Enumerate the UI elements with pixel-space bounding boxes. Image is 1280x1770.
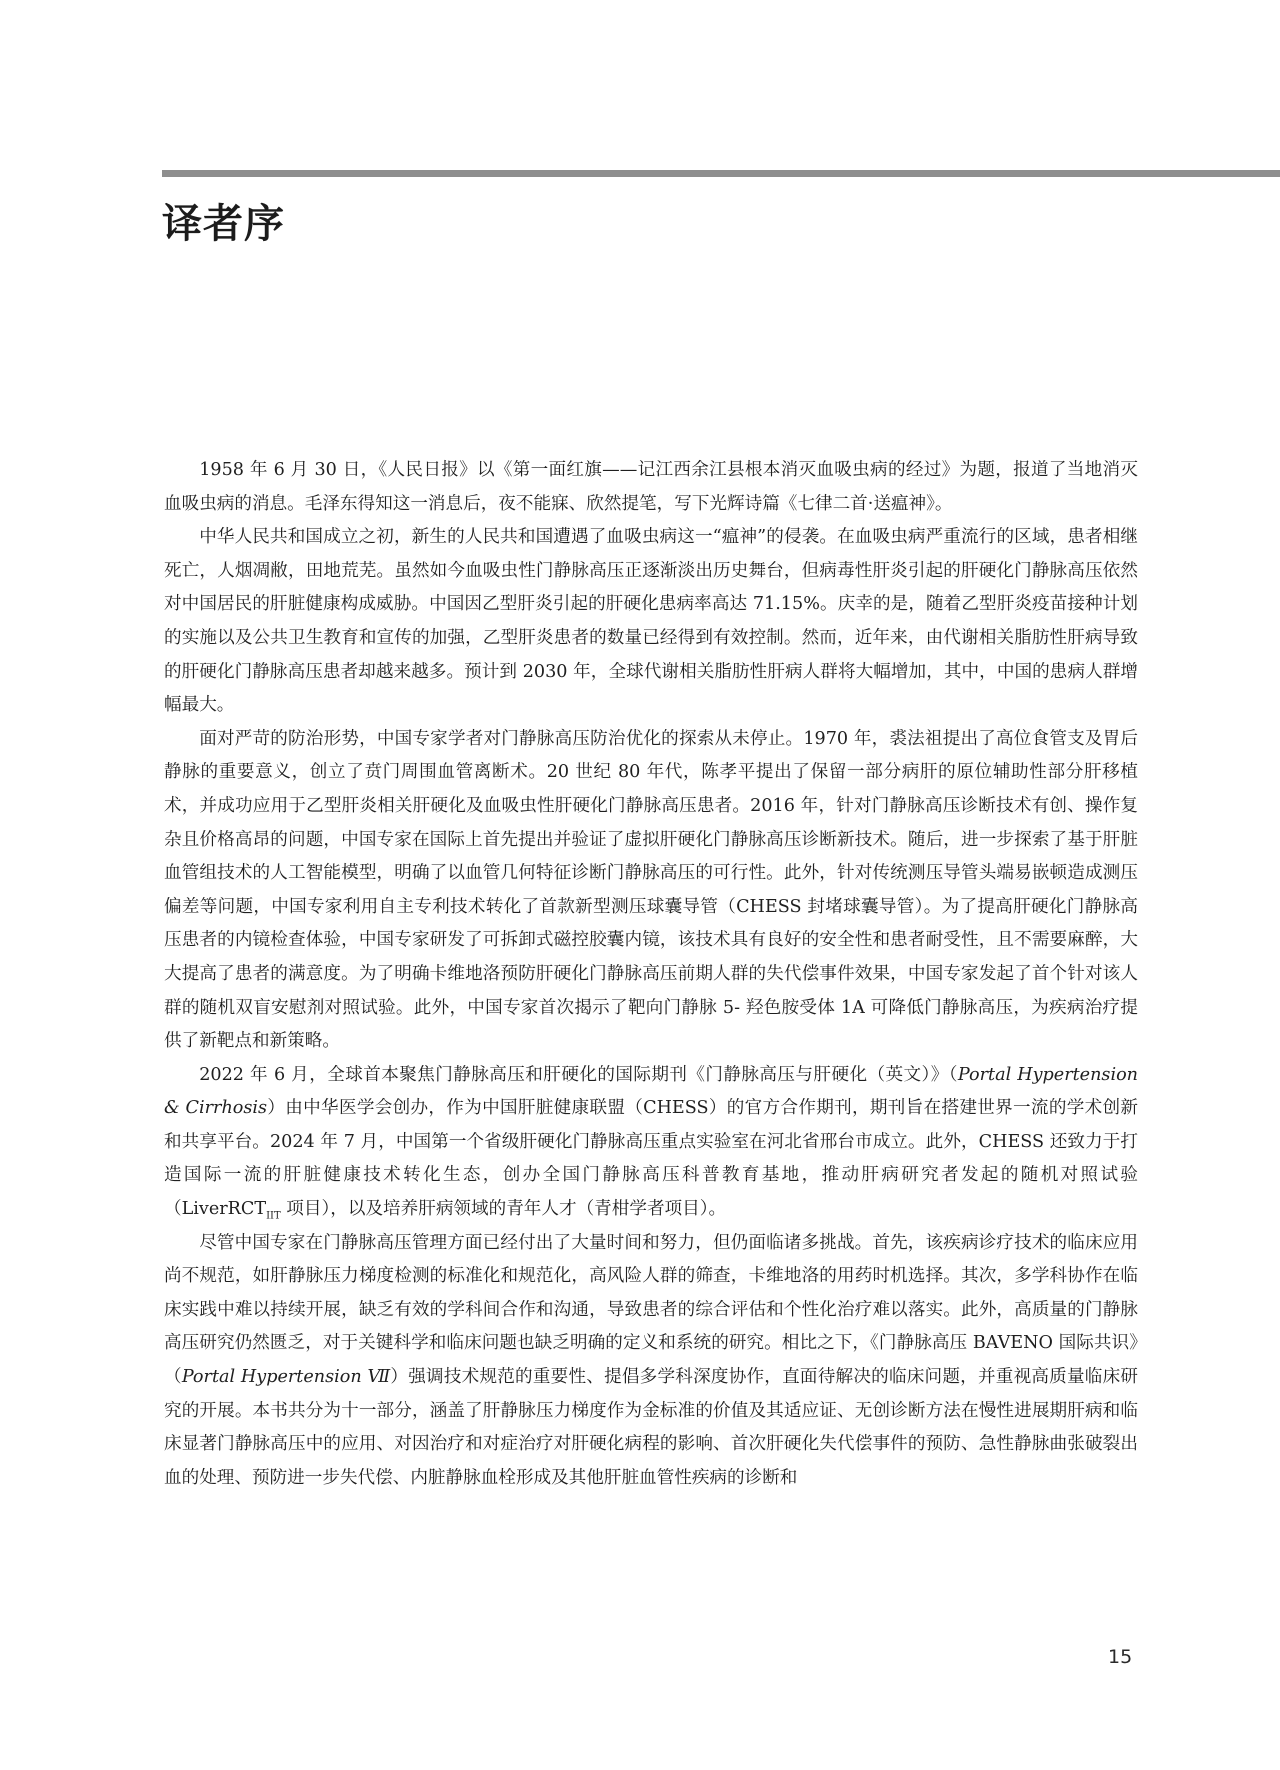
body-text — [164, 454, 1138, 1495]
header-rule — [162, 170, 1280, 177]
journal-name-italic: Portal Hypertension & Cirrhosis — [164, 1064, 1139, 1119]
paragraph-5 — [164, 1227, 1138, 1496]
paragraph-4-text-a: 2022 年 6 月，全球首本聚焦门静脉高压和肝硬化的国际期刊《门静脉高压与肝硬化（英文）》（ — [199, 1064, 958, 1085]
paragraph-3: 面对严苛的防治形势，中国专家学者对门静脉高压防治优化的探索从未停止。1970 年，裘法祖提出了高位食管支及胃后静脉的重要意义，创立了贲门周围血管离断术。20 世纪 80 年代，陈孝平提出了保留一部分病肝的原位辅助性部分肝移植术，并成功应用于乙型肝炎相关肝硬化及血吸虫性肝硬化门静脉高压患者。2016 年，针对门静脉高压诊断技术有创、操作复杂且价格高昂的问题，中国专家在国际上首先提出并验证了虚拟肝硬化门静脉高压诊断新技术。随后，进一步探索了基于肝脏血管组技术的人工智能模型，明确了以血管几何特征诊断门静脉高压的可行性。此外，针对传统测压导管头端易嵌顿造成测压偏差等问题，中国专家利用自主专利技术转化了首款新型测压球囊导管（CHESS 封堵球囊导管）。为了提高肝硬化门静脉高压患者的内镜检查体验，中国专家研发了可拆卸式磁控胶囊内镜，该技术具有良好的安全性和患者耐受性，且不需要麻醉，大大提高了患者的满意度。为了明确卡维地洛预防肝硬化门静脉高压前期人群的失代偿事件效果，中国专家发起了首个针对该人群的随机双盲安慰剂对照试验。此外，中国专家首次揭示了靶向门静脉 5- 羟色胺受体 1A 可降低门静脉高压，为疾病治疗提供了新靶点和新策略。 — [164, 728, 1138, 1052]
paragraph-4-text-c: 项目），以及培养肝病领域的青年人才（青柑学者项目）。 — [280, 1199, 727, 1220]
paragraph-5-text-b: ）强调技术规范的重要性、提倡多学科深度协作，直面待解决的临床问题，并重视高质量临床研究的开展。本书共分为十一部分，涵盖了肝静脉压力梯度作为金标准的价值及其适应证、无创诊断方法在慢性进展期肝病和临床显著门静脉高压中的应用、对因治疗和对症治疗对肝硬化病程的影响、首次肝硬化失代偿事件的预防、急性静脉曲张破裂出血的处理、预防进一步失代偿、内脏静脉血栓形成及其他肝脏血管性疾病的诊断和 — [164, 1367, 1138, 1488]
consensus-name-italic: Portal Hypertension Ⅶ — [181, 1367, 391, 1388]
page-title: 译者序 — [162, 201, 285, 247]
paragraph-1: 1958 年 6 月 30 日，《人民日报》以《第一面红旗——记江西余江县根本消灭血吸虫病的经过》为题，报道了当地消灭血吸虫病的消息。毛泽东得知这一消息后，夜不能寐、欣然提笔，写下光辉诗篇《七律二首·送瘟神》。 — [164, 460, 1138, 514]
paragraph-4 — [164, 1059, 1138, 1227]
paragraph-4-text-b: ）由中华医学会创办，作为中国肝脏健康联盟（CHESS）的官方合作期刊，期刊旨在搭建世界一流的学术创新和共享平台。2024 年 7 月，中国第一个省级肝硬化门静脉高压重点实验室在河北省邢台市成立。此外，CHESS 还致力于打造国际一流的肝脏健康技术转化生态，创办全国门静脉高压科普教育基地，推动肝病研究者发起的随机对照试验（LiverRCT — [164, 1098, 1138, 1220]
page-number: 15 — [1108, 1646, 1133, 1668]
paragraph-5-text-a: 尽管中国专家在门静脉高压管理方面已经付出了大量时间和努力，但仍面临诸多挑战。首先，该疾病诊疗技术的临床应用尚不规范，如肝静脉压力梯度检测的标准化和规范化，高风险人群的筛查，卡维地洛的用药时机选择。其次，多学科协作在临床实践中难以持续开展，缺乏有效的学科间合作和沟通，导致患者的综合评估和个性化治疗难以落实。此外，高质量的门静脉高压研究仍然匮乏，对于关键科学和临床问题也缺乏明确的定义和系统的研究。相比之下，《门静脉高压 BAVENO 国际共识》（ — [164, 1232, 1138, 1388]
paragraph-2: 中华人民共和国成立之初，新生的人民共和国遭遇了血吸虫病这一“瘟神”的侵袭。在血吸虫病严重流行的区域，患者相继死亡，人烟凋敝，田地荒芜。虽然如今血吸虫性门静脉高压正逐渐淡出历史舞台，但病毒性肝炎引起的肝硬化门静脉高压依然对中国居民的肝脏健康构成威胁。中国因乙型肝炎引起的肝硬化患病率高达 71.15%。庆幸的是，随着乙型肝炎疫苗接种计划的实施以及公共卫生教育和宣传的加强，乙型肝炎患者的数量已经得到有效控制。然而，近年来，由代谢相关脂肪性肝病导致的肝硬化门静脉高压患者却越来越多。预计到 2030 年，全球代谢相关脂肪性肝病人群将大幅增加，其中，中国的患病人群增幅最大。 — [164, 527, 1138, 716]
iit-subscript: IIT — [266, 1210, 281, 1222]
